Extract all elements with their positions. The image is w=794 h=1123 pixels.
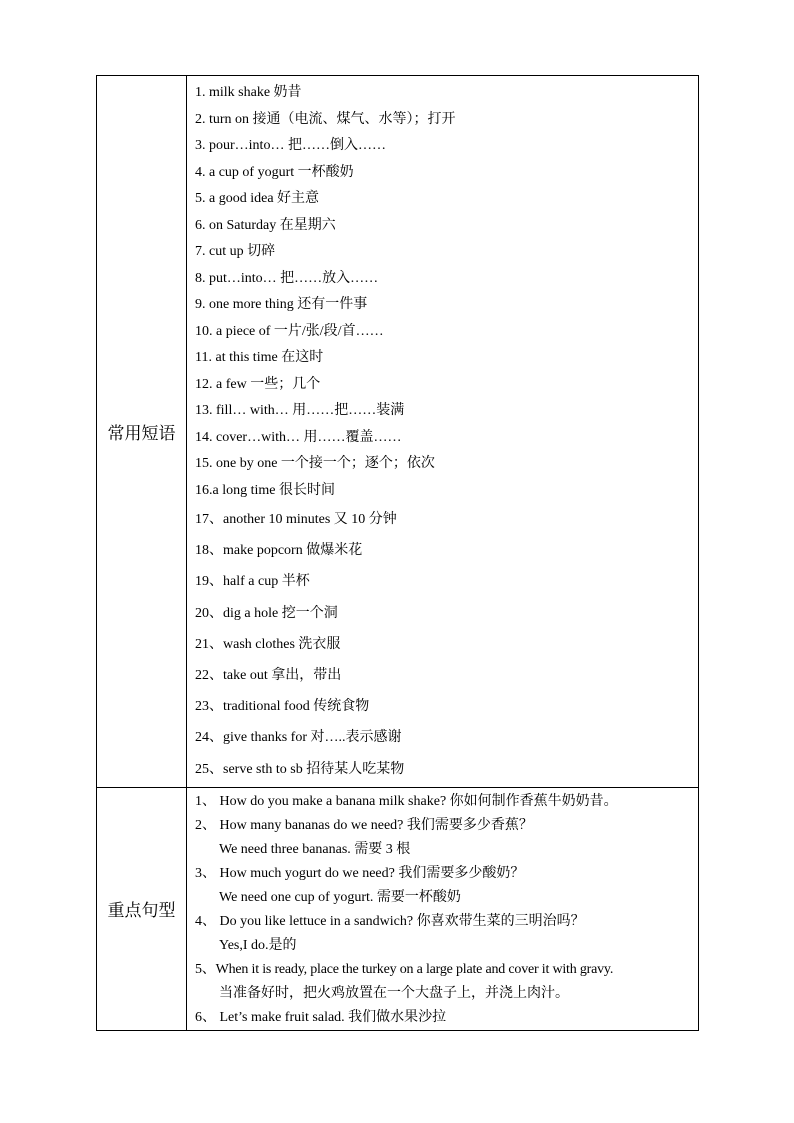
phrase-item: 3. pour…into… 把……倒入……	[195, 138, 386, 153]
phrase-item: 12. a few 一些；几个	[195, 376, 321, 392]
phrases-content-cell	[187, 76, 699, 788]
sentence-line: We need three bananas. 需要 3 根	[219, 841, 411, 857]
phrase-item: 13. fill… with… 用……把……装满	[195, 403, 405, 418]
sentences-row	[97, 787, 699, 1030]
phrase-item: 23、traditional food 传统食物	[195, 699, 370, 715]
sentence-line: 6、 Let’s make fruit salad. 我们做水果沙拉	[195, 1009, 447, 1025]
phrases-label-cell	[97, 76, 187, 788]
phrase-item: 9. one more thing 还有一件事	[195, 297, 368, 312]
sentence-line: 3、 How much yogurt do we need? 我们需要多少酸奶？	[195, 865, 525, 881]
phrase-table	[96, 75, 699, 1031]
phrases-row	[97, 76, 699, 788]
sentence-list	[187, 788, 698, 1030]
phrase-item: 10. a piece of 一片/张/段/首……	[195, 323, 384, 339]
phrase-item: 16.a long time 很长时间	[195, 482, 335, 498]
sentences-content-cell	[187, 787, 699, 1030]
phrase-item: 6. on Saturday 在星期六	[195, 217, 336, 233]
phrase-item: 19、half a cup 半杯	[195, 574, 310, 590]
sentence-line: We need one cup of yogurt. 需要一杯酸奶	[219, 889, 461, 905]
phrase-item: 4. a cup of yogurt 一杯酸奶	[195, 164, 354, 180]
sentence-line: 5、When it is ready, place the turkey on a large plate and cover it with gravy.	[195, 961, 614, 977]
phrase-item: 17、another 10 minutes 又 10 分钟	[195, 512, 397, 527]
phrase-item: 22、take out 拿出，带出	[195, 667, 342, 683]
phrase-item: 5. a good idea 好主意	[195, 191, 320, 206]
phrase-item: 2. turn on 接通（电流、煤气、水等）；打开	[195, 111, 456, 127]
sentences-label-cell	[97, 787, 187, 1030]
phrase-item: 8. put…into… 把……放入……	[195, 270, 379, 286]
phrase-item: 15. one by one 一个接一个；逐个；依次	[195, 456, 435, 471]
phrase-item: 24、give thanks for 对…..表示感谢	[195, 730, 402, 746]
phrase-item: 25、serve sth to sb 招待某人吃某物	[195, 761, 405, 777]
sentence-line: 当准备好时，把火鸡放置在一个大盘子上，并浇上肉汁。	[219, 985, 569, 1001]
sentence-line: 2、 How many bananas do we need? 我们需要多少香蕉？	[195, 817, 533, 833]
sentence-line: 1、 How do you make a banana milk shake? 你如何制作香蕉牛奶奶昔。	[195, 793, 618, 809]
phrase-item: 1. milk shake 奶昔	[195, 85, 302, 100]
phrase-item: 11. at this time 在这时	[195, 350, 324, 365]
phrase-item: 7. cut up 切碎	[195, 244, 276, 259]
sentence-line: Yes,I do.是的	[219, 937, 297, 953]
phrase-item: 21、wash clothes 洗衣服	[195, 636, 341, 652]
phrase-item: 20、dig a hole 挖一个洞	[195, 605, 338, 621]
sentence-line: 4、 Do you like lettuce in a sandwich? 你喜欢带生菜的三明治吗？	[195, 913, 585, 929]
phrases-label: 常用短语	[107, 423, 176, 444]
phrase-item: 18、make popcorn 做爆米花	[195, 543, 363, 559]
phrase-list	[187, 76, 698, 787]
sentences-label: 重点句型	[107, 901, 176, 922]
phrase-item: 14. cover…with… 用……覆盖……	[195, 429, 402, 445]
